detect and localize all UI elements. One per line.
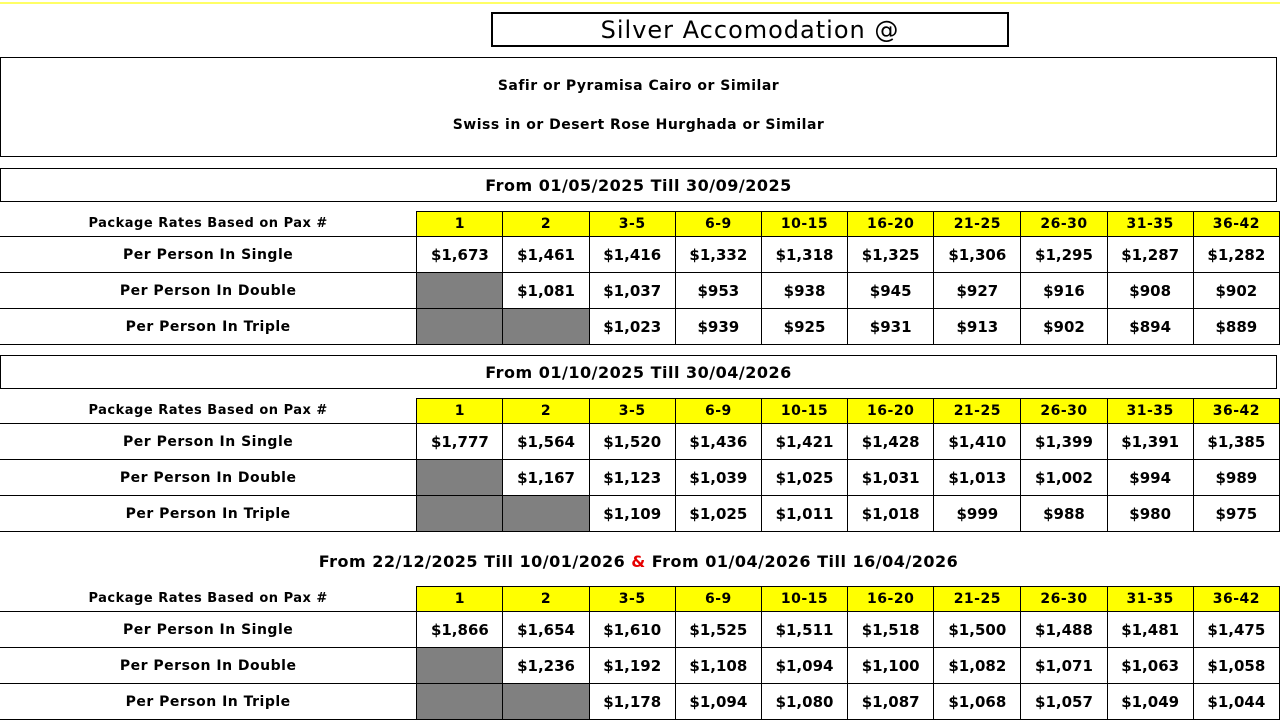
table-row [0,237,1280,273]
rate-cell: $1,518 [848,612,934,648]
rate-cell: $1,654 [503,612,589,648]
rate-cell: $1,039 [675,460,761,496]
unavailable-cell [417,496,503,532]
rates-table-period-3 [0,586,1280,720]
rate-cell: $1,511 [761,612,847,648]
rate-cell: $980 [1107,496,1193,532]
pax-header-label: Package Rates Based on Pax # [0,399,417,424]
unavailable-cell [417,309,503,345]
pax-column-header: 3-5 [589,212,675,237]
row-label: Per Person In Triple [0,496,417,532]
rate-cell: $894 [1107,309,1193,345]
rate-cell: $1,002 [1021,460,1107,496]
rate-cell: $1,018 [848,496,934,532]
rate-cell: $902 [1021,309,1107,345]
rate-cell: $1,385 [1193,424,1279,460]
rate-cell: $1,421 [761,424,847,460]
hotel-info-box [0,57,1277,157]
row-label: Per Person In Single [0,424,417,460]
hotel-line-cairo: Safir or Pyramisa Cairo or Similar [497,78,780,94]
pax-column-header: 16-20 [848,399,934,424]
rate-cell: $1,481 [1107,612,1193,648]
rate-cell: $1,108 [675,648,761,684]
pax-column-header: 3-5 [589,587,675,612]
pax-column-header: 26-30 [1021,587,1107,612]
rate-cell: $1,087 [848,684,934,720]
pax-header-row [0,212,1280,237]
rate-cell: $1,025 [675,496,761,532]
rate-cell: $1,488 [1021,612,1107,648]
rate-cell: $1,866 [417,612,503,648]
pax-column-header: 6-9 [675,399,761,424]
rate-cell: $1,049 [1107,684,1193,720]
row-label: Per Person In Single [0,237,417,273]
rate-cell: $1,178 [589,684,675,720]
rate-cell: $1,428 [848,424,934,460]
rate-cell: $1,391 [1107,424,1193,460]
rate-cell: $1,525 [675,612,761,648]
pax-column-header: 21-25 [934,212,1021,237]
table-row [0,648,1280,684]
pax-column-header: 1 [417,212,503,237]
rates-table-period-2 [0,398,1280,532]
period-3-title [0,544,1277,578]
rate-cell: $1,082 [934,648,1021,684]
period-3-title-ampersand: & [631,551,646,571]
row-label: Per Person In Double [0,273,417,309]
rate-cell: $1,287 [1107,237,1193,273]
rate-cell: $953 [675,273,761,309]
row-label: Per Person In Triple [0,309,417,345]
pax-column-header: 31-35 [1107,587,1193,612]
pax-column-header: 36-42 [1193,399,1279,424]
rate-cell: $1,436 [675,424,761,460]
rate-cell: $1,332 [675,237,761,273]
pax-column-header: 1 [417,587,503,612]
rate-cell: $913 [934,309,1021,345]
rate-cell: $1,520 [589,424,675,460]
period-2-title: From 01/10/2025 Till 30/04/2026 [0,355,1277,389]
unavailable-cell [417,460,503,496]
row-label: Per Person In Single [0,612,417,648]
rate-cell: $1,058 [1193,648,1279,684]
row-label: Per Person In Triple [0,684,417,720]
rate-cell: $1,318 [761,237,847,273]
pax-column-header: 2 [503,399,589,424]
pax-column-header: 16-20 [848,587,934,612]
rate-cell: $1,192 [589,648,675,684]
table-row [0,496,1280,532]
rate-cell: $1,071 [1021,648,1107,684]
rate-cell: $1,068 [934,684,1021,720]
rate-cell: $1,023 [589,309,675,345]
table-row [0,612,1280,648]
unavailable-cell [503,309,589,345]
rate-cell: $902 [1193,273,1279,309]
rate-cell: $1,673 [417,237,503,273]
pax-column-header: 2 [503,587,589,612]
rate-cell: $1,325 [848,237,934,273]
rate-cell: $939 [675,309,761,345]
rate-cell: $931 [848,309,934,345]
rate-cell: $1,013 [934,460,1021,496]
pax-column-header: 21-25 [934,399,1021,424]
pax-column-header: 2 [503,212,589,237]
pax-column-header: 3-5 [589,399,675,424]
pax-column-header: 31-35 [1107,212,1193,237]
rate-cell: $1,306 [934,237,1021,273]
table-row [0,309,1280,345]
rate-cell: $1,011 [761,496,847,532]
pax-column-header: 26-30 [1021,212,1107,237]
period-3-title-part-1: From 22/12/2025 Till 10/01/2026 [318,551,626,571]
rate-cell: $1,025 [761,460,847,496]
unavailable-cell [417,684,503,720]
table-row [0,424,1280,460]
rate-cell: $994 [1107,460,1193,496]
rate-cell: $988 [1021,496,1107,532]
rate-cell: $999 [934,496,1021,532]
pax-header-row [0,399,1280,424]
period-3-title-part-2: From 01/04/2026 Till 16/04/2026 [651,551,959,571]
rate-cell: $925 [761,309,847,345]
top-border-line [0,2,1280,4]
rate-cell: $1,167 [503,460,589,496]
page-title: Silver Accomodation @ [491,12,1009,47]
rate-cell: $1,063 [1107,648,1193,684]
rate-cell: $938 [761,273,847,309]
pax-column-header: 6-9 [675,212,761,237]
rate-cell: $1,410 [934,424,1021,460]
unavailable-cell [417,648,503,684]
pax-column-header: 1 [417,399,503,424]
rate-cell: $1,399 [1021,424,1107,460]
hotel-line-hurghada: Swiss in or Desert Rose Hurghada or Similar [452,117,825,133]
pax-header-label: Package Rates Based on Pax # [0,212,417,237]
rate-cell: $989 [1193,460,1279,496]
rate-cell: $1,610 [589,612,675,648]
rate-cell: $1,081 [503,273,589,309]
rate-cell: $1,236 [503,648,589,684]
rate-cell: $1,037 [589,273,675,309]
table-row [0,460,1280,496]
rate-cell: $1,031 [848,460,934,496]
row-label: Per Person In Double [0,648,417,684]
rate-cell: $1,080 [761,684,847,720]
rate-cell: $1,282 [1193,237,1279,273]
rate-cell: $1,500 [934,612,1021,648]
rate-cell: $1,564 [503,424,589,460]
pax-column-header: 36-42 [1193,587,1279,612]
pax-column-header: 10-15 [761,399,847,424]
rate-cell: $908 [1107,273,1193,309]
unavailable-cell [417,273,503,309]
pax-column-header: 36-42 [1193,212,1279,237]
period-1-title: From 01/05/2025 Till 30/09/2025 [0,168,1277,202]
rate-cell: $1,461 [503,237,589,273]
rate-cell: $1,777 [417,424,503,460]
pax-header-label: Package Rates Based on Pax # [0,587,417,612]
rate-cell: $975 [1193,496,1279,532]
pax-column-header: 6-9 [675,587,761,612]
pax-column-header: 31-35 [1107,399,1193,424]
rate-cell: $1,109 [589,496,675,532]
pax-column-header: 26-30 [1021,399,1107,424]
rate-cell: $1,475 [1193,612,1279,648]
rate-cell: $1,416 [589,237,675,273]
rate-cell: $1,100 [848,648,934,684]
unavailable-cell [503,684,589,720]
rate-cell: $1,123 [589,460,675,496]
pax-header-row [0,587,1280,612]
unavailable-cell [503,496,589,532]
pax-column-header: 10-15 [761,587,847,612]
pax-column-header: 16-20 [848,212,934,237]
pax-column-header: 10-15 [761,212,847,237]
rate-cell: $1,094 [761,648,847,684]
rate-cell: $1,295 [1021,237,1107,273]
rate-cell: $889 [1193,309,1279,345]
rates-table-period-1 [0,211,1280,345]
rate-cell: $1,057 [1021,684,1107,720]
pax-column-header: 21-25 [934,587,1021,612]
rate-cell: $945 [848,273,934,309]
rate-cell: $1,094 [675,684,761,720]
table-row [0,273,1280,309]
row-label: Per Person In Double [0,460,417,496]
table-row [0,684,1280,720]
rate-cell: $1,044 [1193,684,1279,720]
rate-cell: $927 [934,273,1021,309]
rate-cell: $916 [1021,273,1107,309]
